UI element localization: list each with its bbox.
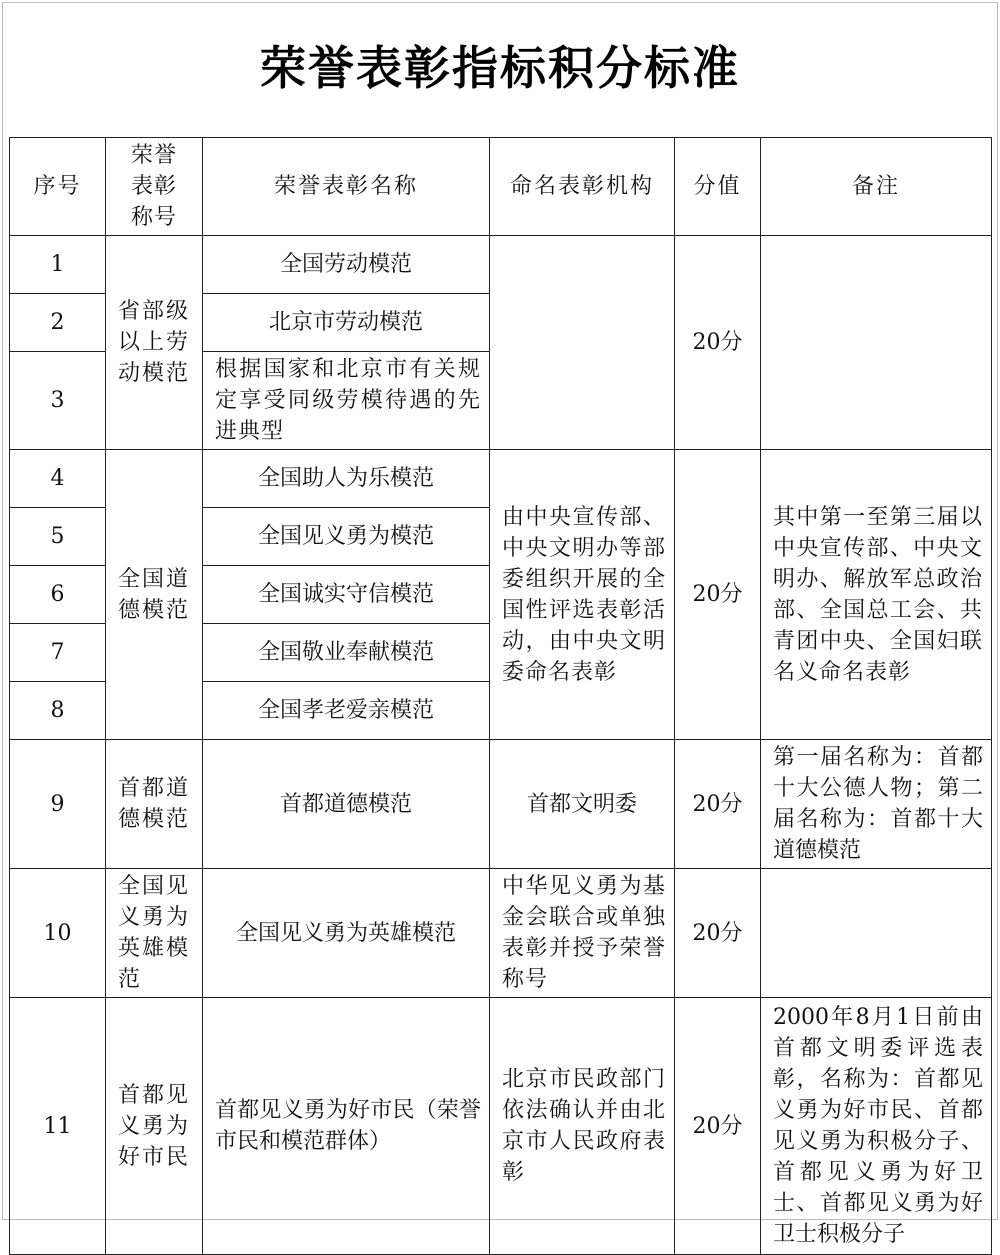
row-no: 3	[10, 352, 106, 450]
row-name: 北京市劳动模范	[203, 294, 490, 352]
row-name: 首都道德模范	[203, 740, 490, 869]
row-name: 全国助人为乐模范	[203, 450, 490, 508]
row-score: 20分	[675, 236, 761, 450]
row-org	[490, 236, 675, 450]
row-category: 首都道德模范	[106, 740, 203, 869]
header-category: 荣誉表彰称号	[106, 138, 203, 236]
table-row	[10, 450, 992, 508]
row-name: 根据国家和北京市有关规定享受同级劳模待遇的先进典型	[203, 352, 490, 450]
row-no: 6	[10, 566, 106, 624]
row-score: 20分	[675, 869, 761, 998]
row-no: 5	[10, 508, 106, 566]
row-name: 全国诚实守信模范	[203, 566, 490, 624]
row-name: 全国劳动模范	[203, 236, 490, 294]
row-name: 首都见义勇为好市民（荣誉市民和模范群体）	[203, 998, 490, 1255]
page-title: 荣誉表彰指标积分标准	[260, 41, 740, 95]
header-row	[10, 138, 992, 236]
row-no: 4	[10, 450, 106, 508]
row-no: 10	[10, 869, 106, 998]
row-note: 其中第一至第三届以中央宣传部、中央文明办、解放军总政治部、全国总工会、共青团中央、全国妇联名义命名表彰	[761, 450, 992, 740]
row-note: 2000年8月1日前由首都文明委评选表彰，名称为：首都见义勇为好市民、首都见义勇为积极分子、首都见义勇为好卫士、首都见义勇为好卫士积极分子	[761, 998, 992, 1255]
row-note	[761, 236, 992, 450]
header-org: 命名表彰机构	[490, 138, 675, 236]
row-no: 1	[10, 236, 106, 294]
row-org: 首都文明委	[490, 740, 675, 869]
row-category: 全国见义勇为英雄模范	[106, 869, 203, 998]
row-score: 20分	[675, 740, 761, 869]
row-no: 9	[10, 740, 106, 869]
row-name: 全国敬业奉献模范	[203, 624, 490, 682]
honor-score-table	[9, 137, 992, 1255]
row-org: 由中央宣传部、中央文明办等部委组织开展的全国性评选表彰活动，由中央文明委命名表彰	[490, 450, 675, 740]
row-org: 北京市民政部门依法确认并由北京市人民政府表彰	[490, 998, 675, 1255]
row-score: 20分	[675, 450, 761, 740]
table-row	[10, 236, 992, 294]
row-no: 7	[10, 624, 106, 682]
row-no: 8	[10, 682, 106, 740]
header-name: 荣誉表彰名称	[203, 138, 490, 236]
table-row	[10, 740, 992, 869]
row-category: 首都见义勇为好市民	[106, 998, 203, 1255]
row-org: 中华见义勇为基金会联合或单独表彰并授予荣誉称号	[490, 869, 675, 998]
row-category: 全国道德模范	[106, 450, 203, 740]
row-no: 11	[10, 998, 106, 1255]
row-note	[761, 869, 992, 998]
table-row	[10, 869, 992, 998]
row-note: 第一届名称为：首都十大公德人物；第二届名称为：首都十大道德模范	[761, 740, 992, 869]
header-no: 序号	[10, 138, 106, 236]
header-score: 分值	[675, 138, 761, 236]
row-score: 20分	[675, 998, 761, 1255]
row-category: 省部级以上劳动模范	[106, 236, 203, 450]
row-no: 2	[10, 294, 106, 352]
row-name: 全国孝老爱亲模范	[203, 682, 490, 740]
row-name: 全国见义勇为英雄模范	[203, 869, 490, 998]
header-note: 备注	[761, 138, 992, 236]
table-row	[10, 998, 992, 1255]
row-name: 全国见义勇为模范	[203, 508, 490, 566]
